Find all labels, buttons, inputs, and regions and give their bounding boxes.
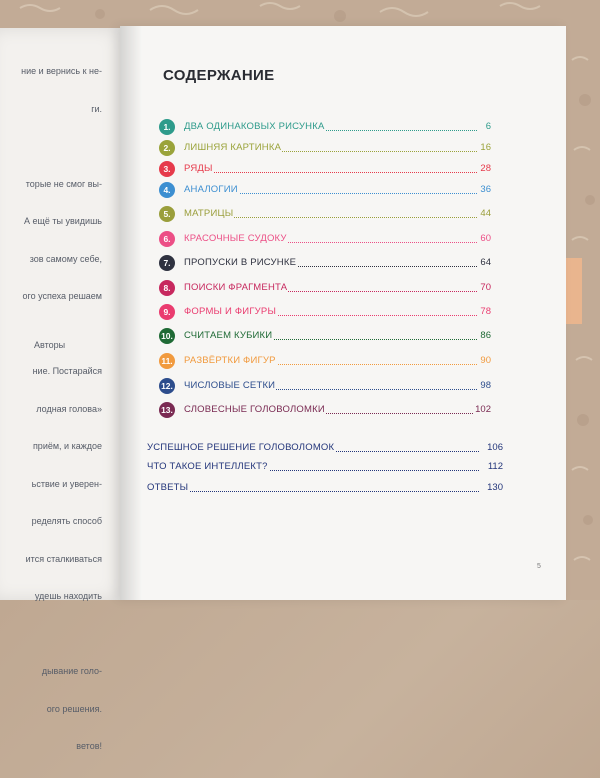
toc-extra-item	[147, 460, 503, 474]
toc-number-badge: 13.	[159, 402, 175, 418]
toc-item	[159, 140, 491, 156]
toc-number-badge: 2.	[159, 140, 175, 156]
toc-item-page: 78	[480, 306, 491, 317]
toc-item-label: КРАСОЧНЫЕ СУДОКУ	[184, 233, 287, 244]
toc-extra-page: 112	[487, 461, 503, 472]
toc-number-badge: 9.	[159, 304, 175, 320]
toc-item	[159, 304, 491, 320]
left-text-line: зов самому себе,	[29, 253, 102, 264]
toc-item	[159, 161, 491, 177]
toc-extra-page: 130	[487, 482, 503, 493]
toc-item-label: СЛОВЕСНЫЕ ГОЛОВОЛОМКИ	[184, 404, 325, 415]
toc-item-label: ДВА ОДИНАКОВЫХ РИСУНКА	[184, 121, 325, 132]
toc-item-page: 70	[480, 282, 491, 293]
toc-number-badge: 7.	[159, 255, 175, 271]
toc-item-page: 98	[480, 380, 491, 391]
toc-item-page: 6	[485, 121, 491, 132]
toc-item-label: СЧИТАЕМ КУБИКИ	[184, 330, 273, 341]
toc-number-badge: 4.	[159, 182, 175, 198]
left-text-line: лодная голова»	[36, 403, 102, 414]
toc-item	[159, 206, 491, 222]
toc-item-label: МАТРИЦЫ	[184, 208, 234, 219]
toc-item	[159, 328, 491, 344]
left-text-line: ги.	[91, 103, 102, 114]
toc-item-page: 102	[475, 404, 491, 415]
toc-item-page: 60	[480, 233, 491, 244]
toc-item	[159, 280, 491, 296]
left-text-line: ится сталкиваться	[25, 553, 102, 564]
toc-item-page: 90	[480, 355, 491, 366]
toc-number-badge: 1.	[159, 119, 175, 135]
left-text-line: А ещё ты увидишь	[23, 216, 102, 226]
left-text-line: приём, и каждое	[32, 441, 102, 451]
toc-item-page: 86	[480, 330, 491, 341]
toc-item-label: ПРОПУСКИ В РИСУНКЕ	[184, 257, 297, 268]
toc-item-page: 28	[480, 163, 491, 174]
toc-item-label: ПОИСКИ ФРАГМЕНТА	[184, 282, 288, 293]
left-text-gap	[21, 628, 102, 641]
toc-number-badge: 8.	[159, 280, 175, 296]
toc-item	[159, 182, 491, 198]
left-text-line: ого успеха решаем	[22, 291, 102, 301]
toc-number-badge: 12.	[159, 378, 175, 394]
toc-number-badge: 10.	[159, 328, 175, 344]
toc-item-label: ФОРМЫ И ФИГУРЫ	[184, 306, 277, 317]
toc-item	[159, 353, 491, 369]
toc-item-page: 36	[480, 184, 491, 195]
toc-item-label: ЧИСЛОВЫЕ СЕТКИ	[184, 380, 276, 391]
toc-item-page: 16	[480, 142, 491, 153]
toc-item-page: 44	[480, 208, 491, 219]
left-text-line: ние и вернись к не-	[21, 66, 102, 76]
spine-shadow	[120, 26, 142, 600]
toc-item	[159, 378, 491, 394]
toc-number-badge: 5.	[159, 206, 175, 222]
toc-extra-label: ЧТО ТАКОЕ ИНТЕЛЛЕКТ?	[147, 461, 268, 472]
left-text-gap	[21, 140, 102, 153]
toc-extra-label: ОТВЕТЫ	[147, 482, 189, 493]
toc-item-label: РЯДЫ	[184, 163, 213, 174]
toc-item	[159, 119, 491, 135]
toc-title: СОДЕРЖАНИЕ	[163, 67, 275, 84]
toc-item	[159, 231, 491, 247]
toc-extra-item	[147, 441, 503, 455]
toc-number-badge: 6.	[159, 231, 175, 247]
left-text-line: ого решения.	[46, 703, 102, 714]
toc-item-label: ЛИШНЯЯ КАРТИНКА	[184, 142, 282, 153]
toc-extra-page: 106	[487, 442, 503, 453]
page-number: 5	[537, 563, 541, 570]
left-text-line: ьствие и уверен-	[31, 478, 102, 489]
left-page-author: Авторы	[34, 340, 66, 350]
toc-number-badge: 3.	[159, 161, 175, 177]
left-text-line: дывание голо-	[41, 666, 102, 676]
toc-item	[159, 255, 491, 271]
toc-leader-dots	[184, 172, 477, 173]
toc-extra-label: УСПЕШНОЕ РЕШЕНИЕ ГОЛОВОЛОМОК	[147, 442, 335, 453]
left-text-line: ределять способ	[31, 516, 102, 526]
toc-number-badge: 11.	[159, 353, 175, 369]
left-page-text	[21, 40, 102, 778]
toc-item-page: 64	[480, 257, 491, 268]
left-text-line: удешь находить	[34, 591, 102, 601]
toc-leader-dots	[147, 491, 479, 492]
left-text-line: торые не смог вы-	[25, 178, 102, 189]
left-page	[0, 28, 128, 751]
toc-item-label: РАЗВЁРТКИ ФИГУР	[184, 355, 276, 366]
toc-item-label: АНАЛОГИИ	[184, 184, 238, 195]
left-text-line: ветов!	[76, 741, 102, 751]
left-text-gap	[21, 328, 102, 341]
toc-extra-item	[147, 481, 503, 495]
left-text-line: ние. Постарайся	[32, 366, 102, 376]
toc-item	[159, 402, 491, 418]
